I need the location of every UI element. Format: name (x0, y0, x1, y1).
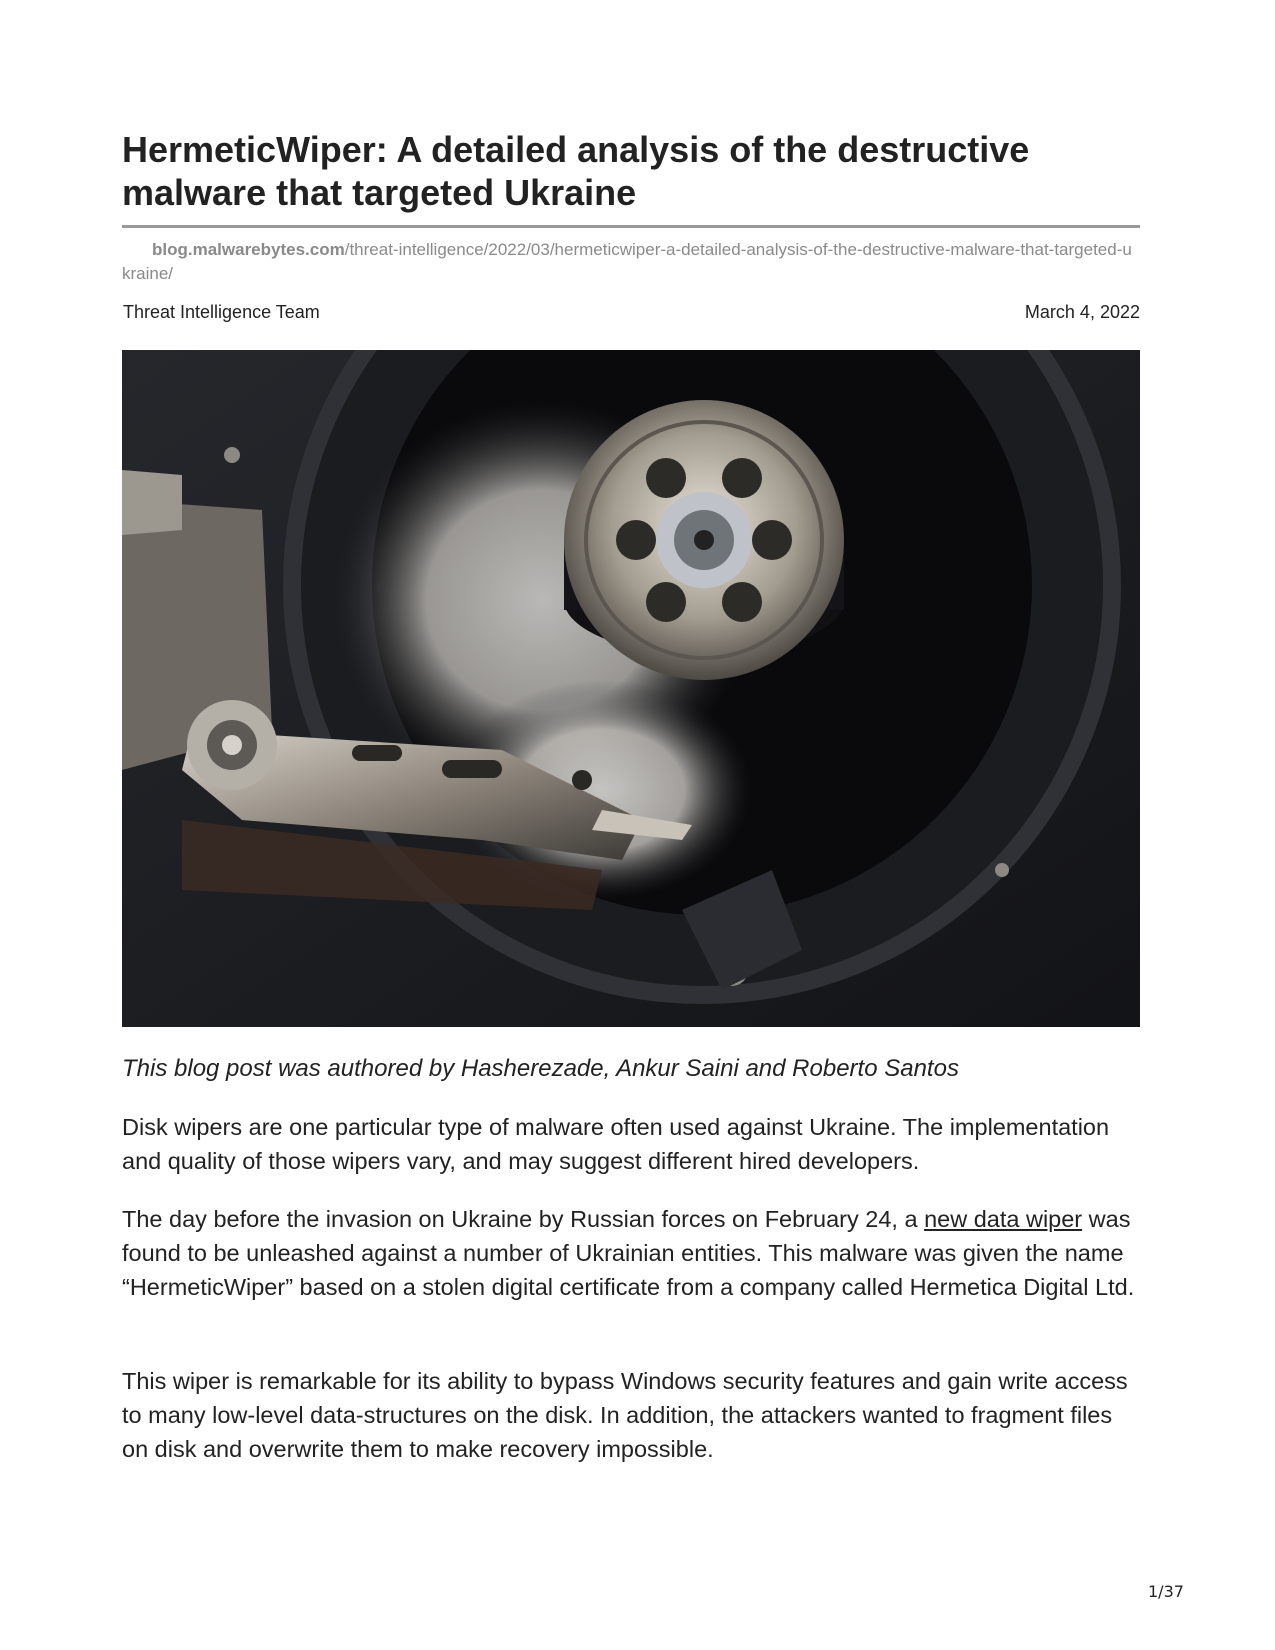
hero-image (122, 350, 1140, 1027)
publish-date: March 4, 2022 (1024, 302, 1140, 322)
new-data-wiper-link[interactable]: new data wiper (924, 1206, 1083, 1232)
url-path[interactable]: /threat-intelligence/2022/03/hermeticwiper-a-detailed-analysis-of-the-destructive-malware-that-targeted-ukraine/ (122, 240, 1132, 283)
paragraph-2 (122, 1202, 1140, 1304)
page-number: 1/37 (1148, 1582, 1184, 1601)
author-name: Threat Intelligence Team (123, 302, 320, 322)
paragraph-3: This wiper is remarkable for its ability to bypass Windows security features and gain write access to many low-level data-structures on the disk. In addition, the attackers wanted to fragment files on disk and overwrite them to make recovery impossible. (122, 1368, 1128, 1462)
url-domain[interactable]: blog.malwarebytes.com (152, 240, 345, 259)
article-byline: This blog post was authored by Hasherezade, Ankur Saini and Roberto Santos (122, 1055, 959, 1082)
article-meta (123, 302, 1140, 323)
paragraph-1: Disk wipers are one particular type of malware often used against Ukraine. The implementation and quality of those wipers vary, and may suggest different hired developers. (122, 1114, 1110, 1174)
source-url[interactable] (122, 238, 1140, 286)
title-divider (122, 225, 1140, 228)
paragraph-2-text-b: was found to be unleashed against a number of Ukrainian entities. This malware was given the name “HermeticWiper” based on a stolen digital certificate from a company called Hermetica Digital Ltd. (122, 1206, 1135, 1300)
article-title: HermeticWiper: A detailed analysis of the destructive malware that targeted Ukraine (122, 129, 1030, 213)
paragraph-2-text-a: The day before the invasion on Ukraine by Russian forces on February 24, a (122, 1206, 925, 1232)
